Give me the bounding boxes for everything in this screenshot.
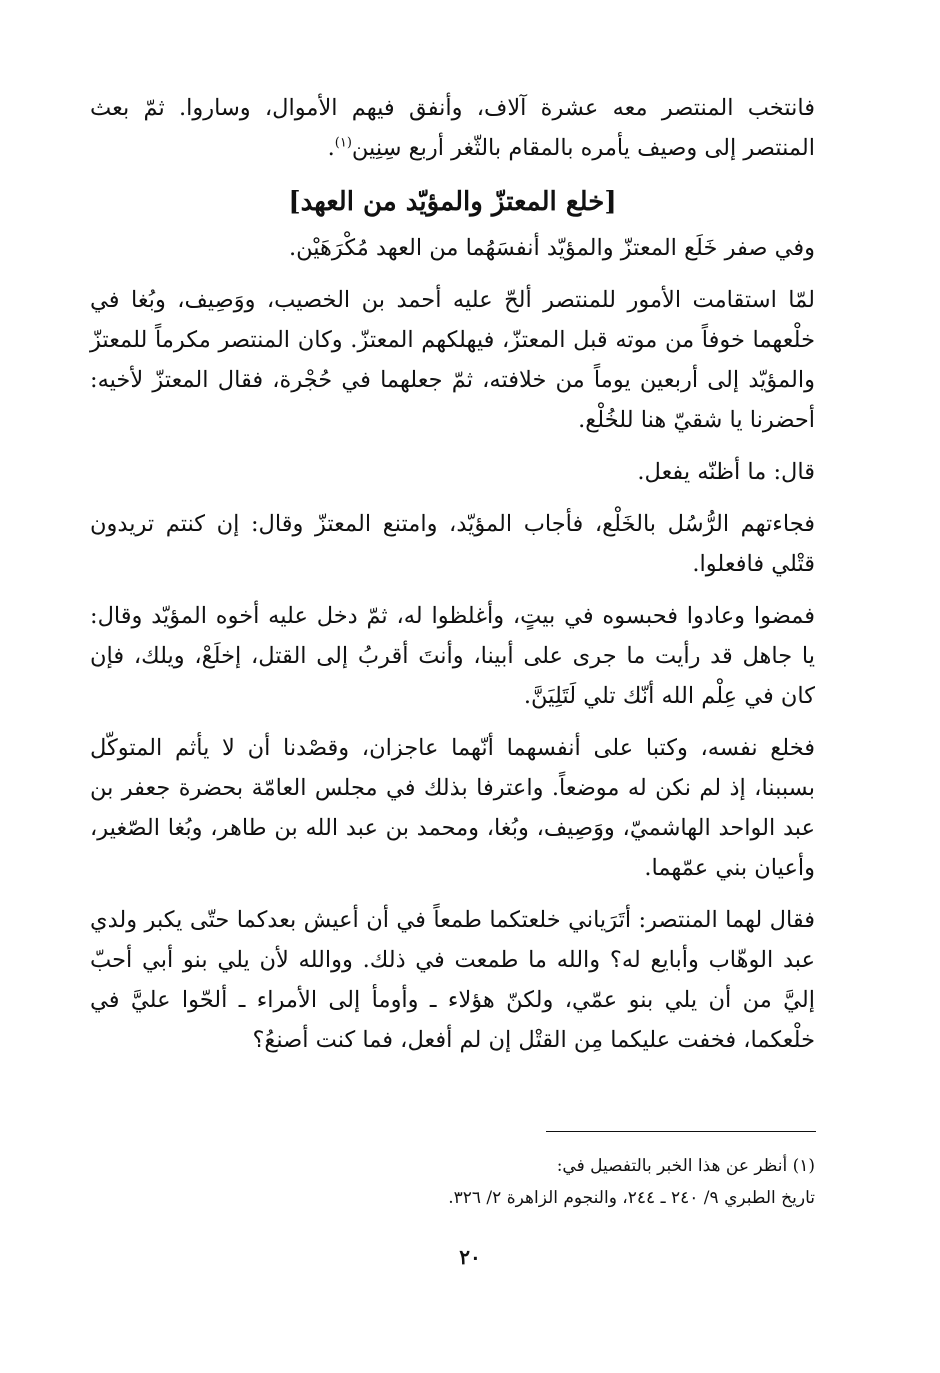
paragraph-1 xyxy=(90,88,815,168)
paragraph-7: فخلع نفسه، وكتبا على أنفسهما أنّهما عاجزان، وقصْدنا أن لا يأثم المتوكّل بسببنا، إذ لم نكن له موضعاً. واعترفا بذلك في مجلس العامّة بحضرة جعفر بن عبد الواحد الهاشميّ، ووَصِيف، وبُغا، ومحمد بن عبد الله بن طاهر، وبُغا الصّغير، وأعيان بني عمّهما. xyxy=(90,735,815,881)
paragraph-6: فمضوا وعادوا فحبسوه في بيتٍ، وأغلظوا له، ثمّ دخل عليه أخوه المؤيّد وقال: يا جاهل قد رأيت ما جرى على أبينا، وأنتَ أقربُ إلى القتل، إخلَعْ، ويلك، فإن كان في عِلْم الله أنّك تلي لَتَلِيَنَّ. xyxy=(90,603,815,709)
page-body xyxy=(90,88,815,1060)
footnote-ref: (١) xyxy=(334,135,352,151)
paragraph-2: وفي صفر خَلَع المعتزّ والمؤيّد أنفسَهُما من العهد مُكْرَهَيْن. xyxy=(288,235,815,261)
section-heading: [خلع المعتزّ والمؤيّد من العهد] xyxy=(288,187,617,217)
footnote-line-2: تاريخ الطبري ٩/ ٢٤٠ ـ ٢٤٤، والنجوم الزاهرة ٢/ ٣٢٦. xyxy=(448,1188,815,1208)
paragraph-3: لمّا استقامت الأمور للمنتصر ألحّ عليه أحمد بن الخصيب، ووَصِيف، وبُغا في خلْعهما خوفاً من موته قبل المعتزّ، فيهلكهم المعتزّ. وكان المنتصر مكرماً للمعتزّ والمؤيّد إلى أربعين يوماً من خلافته، ثمّ جعلهما في حُجْرة، فقال المعتزّ لأخيه: أحضرنا يا شقيّ هنا للخُلْع. xyxy=(90,287,815,433)
paragraph-8: فقال لهما المنتصر: أتَرَياني خلعتكما طمعاً في أن أعيش بعدكما حتّى يكبر ولدي عبد الوهّاب وأبايع له؟ والله ما طمعت في ذلك. ووالله لأن يلي بنو أبي أحبّ إليَّ من أن يلي بنو عمّي، ولكنّ هؤلاء ـ وأومأ إلى الأمراء ـ ألحّوا عليَّ في خلْعكما، فخفت عليكما مِن القتْل إن لم أفعل، فما كنت أصنعُ؟ xyxy=(90,907,815,1053)
footnote-divider xyxy=(546,1131,816,1132)
paragraph-1-text: فانتخب المنتصر معه عشرة آلاف، وأنفق فيهم الأموال، وساروا. ثمّ بعث المنتصر إلى وصيف يأمره بالمقام بالثّغر أربع سِنِين xyxy=(90,95,815,161)
footnotes xyxy=(330,1150,815,1214)
footnote-line-1: (١) أنظر عن هذا الخبر بالتفصيل في: xyxy=(556,1156,815,1176)
paragraph-1-end: . xyxy=(327,135,335,161)
paragraph-5: فجاءتهم الرُّسُل بالخَلْع، فأجاب المؤيّد، وامتنع المعتزّ وقال: إن كنتم تريدون قتْلي فافعلوا. xyxy=(90,511,815,577)
paragraph-4: قال: ما أظنّه يفعل. xyxy=(637,459,815,485)
page-number: ٢٠ xyxy=(459,1245,481,1269)
